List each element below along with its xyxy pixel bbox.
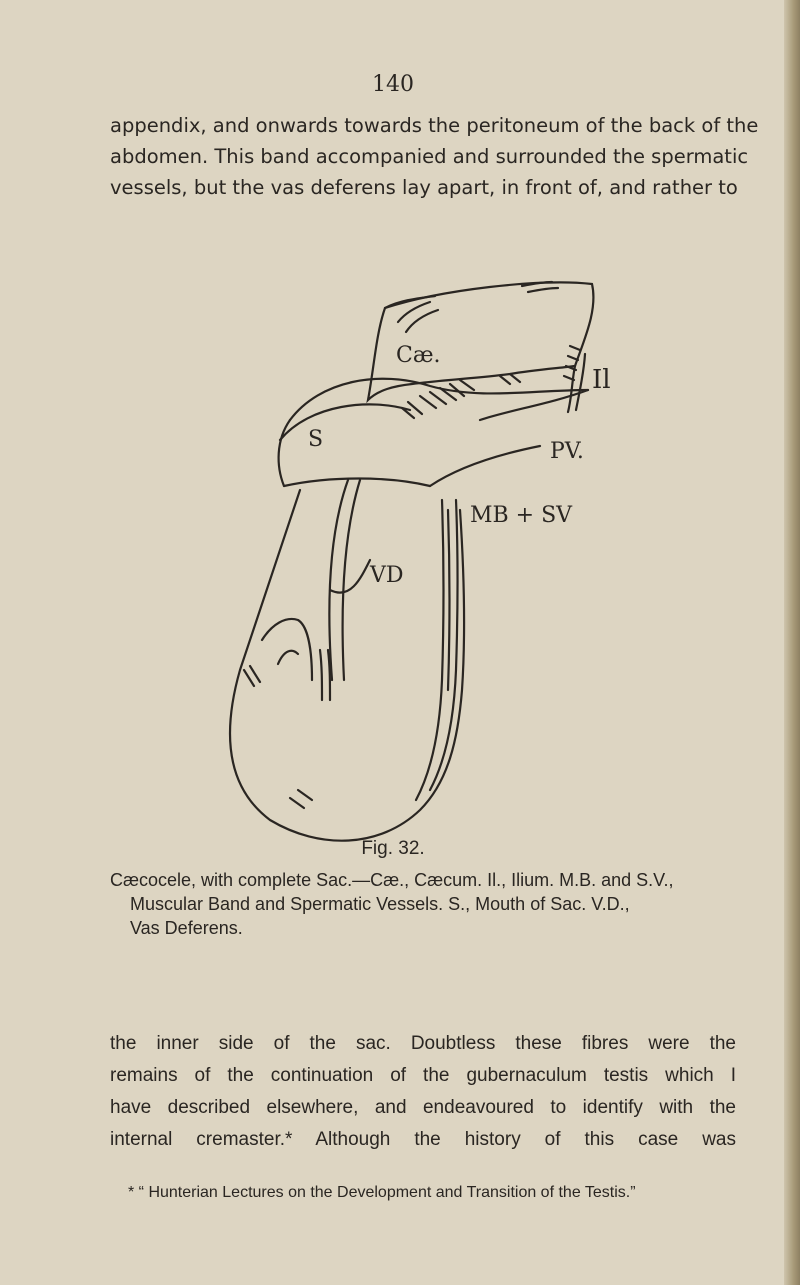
text-line: vessels, but the vas deferens lay apart, in front of, and rather to bbox=[110, 176, 738, 199]
text-line: abdomen. This band accompanied and surrounded the spermatic bbox=[110, 145, 749, 168]
figure-title: Fig. 32. bbox=[361, 838, 425, 859]
text-line: remains of the continuation of the gubernaculum testis which I bbox=[110, 1065, 736, 1086]
bottom-paragraph bbox=[110, 1028, 736, 1156]
text-line: appendix, and onwards towards the peritoneum of the back of the bbox=[110, 114, 759, 137]
text-line: the inner side of the sac. Doubtless these fibres were the bbox=[110, 1033, 736, 1054]
label-mb-sv: MB + SV bbox=[470, 503, 573, 528]
label-vd: VD bbox=[370, 563, 404, 588]
label-il: Il bbox=[592, 365, 611, 395]
page-edge bbox=[784, 0, 800, 1285]
caption-line: Vas Deferens. bbox=[130, 918, 243, 938]
label-s: S bbox=[308, 427, 324, 452]
anatomical-illustration bbox=[180, 270, 640, 860]
caption-line: Cæcocele, with complete Sac.—Cæ., Cæcum. Il., Ilium. M.B. and S.V., bbox=[110, 870, 674, 890]
figure-caption bbox=[110, 868, 730, 940]
top-paragraph bbox=[110, 110, 759, 203]
caption-line: Muscular Band and Spermatic Vessels. S., Mouth of Sac. V.D., bbox=[130, 894, 630, 914]
label-pv: PV. bbox=[550, 439, 584, 464]
text-line: have described elsewhere, and endeavoured to identify with the bbox=[110, 1097, 736, 1118]
page-number: 140 bbox=[372, 72, 414, 97]
text-line: internal cremaster.* Although the history of this case was bbox=[110, 1129, 736, 1150]
footnote: * “ Hunterian Lectures on the Development and Transition of the Testis.” bbox=[128, 1184, 636, 1201]
label-cae: Cæ. bbox=[396, 343, 441, 368]
